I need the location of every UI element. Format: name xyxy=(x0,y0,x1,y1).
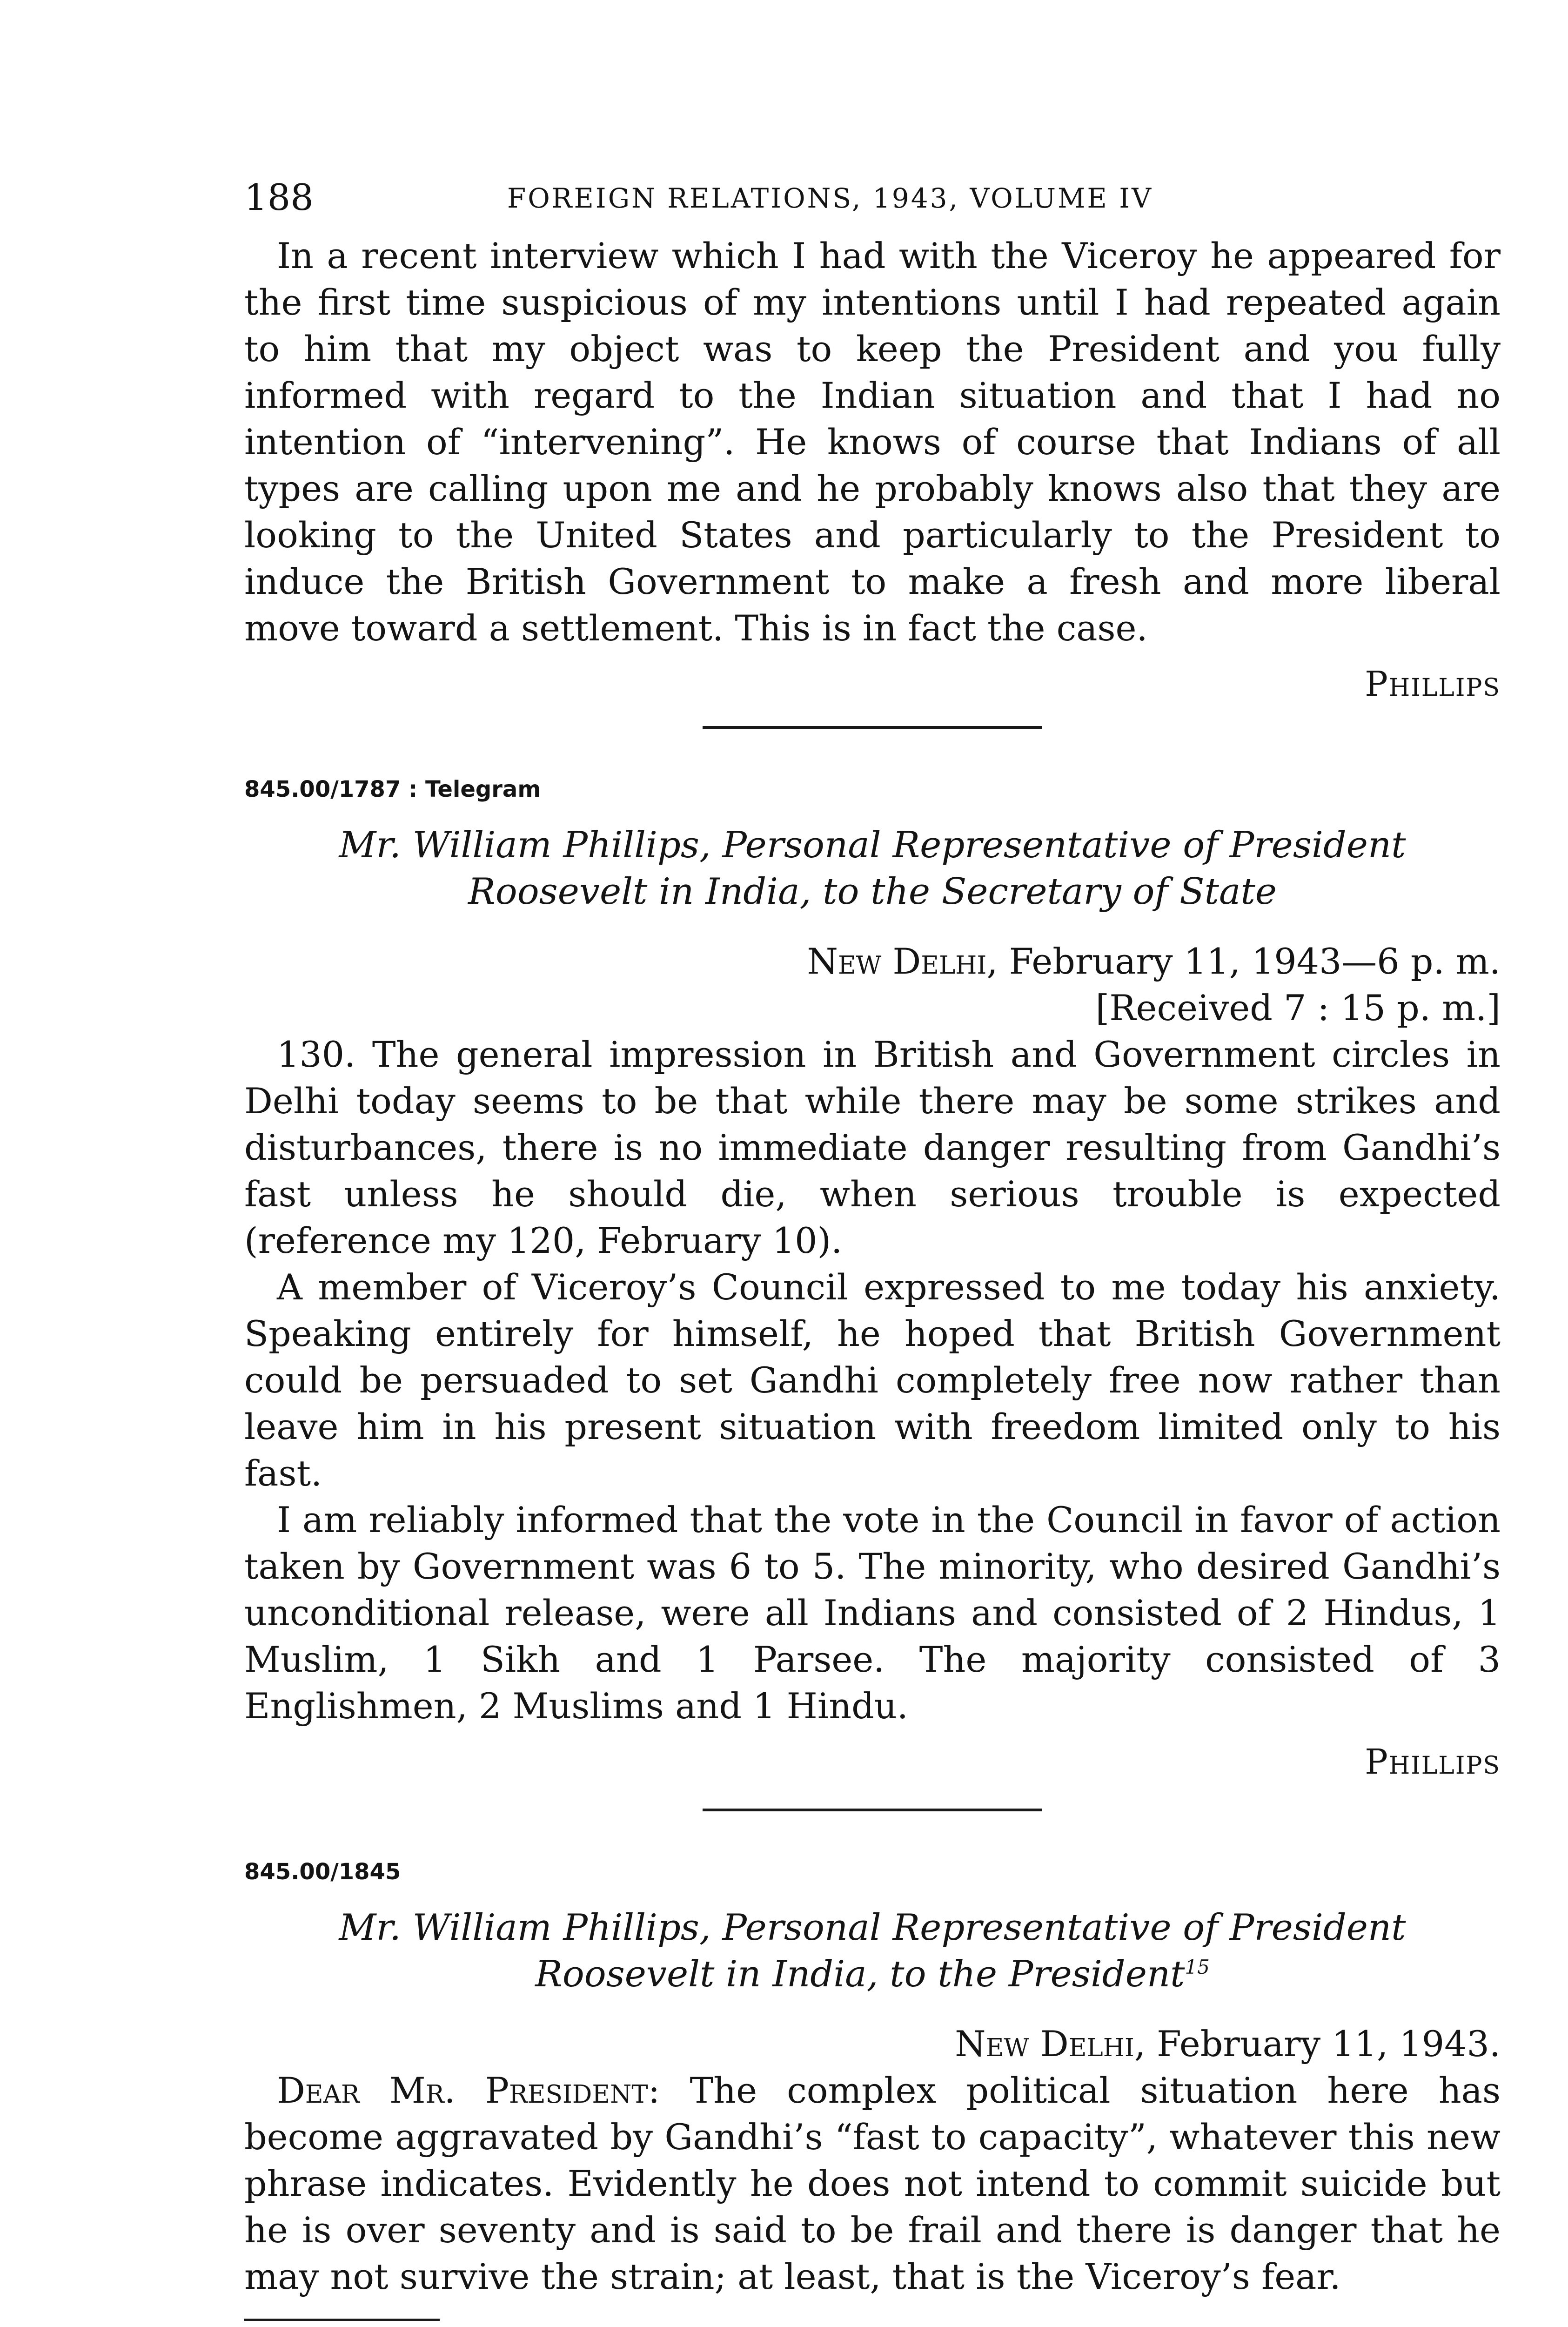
section-divider xyxy=(703,726,1042,729)
third-doc-salutation: Dear Mr. President xyxy=(277,2070,648,2111)
second-doc-signature: Phillips xyxy=(1365,1742,1501,1782)
second-doc-dateline-date: , February 11, 1943—6 p. m. xyxy=(986,941,1501,982)
document-page xyxy=(244,177,1501,2327)
third-doc-dateline-date: , February 11, 1943. xyxy=(1134,2023,1501,2065)
second-doc-dateline xyxy=(244,938,1501,985)
second-doc-paragraph-1: 130. The general impression in British and Government circles in Delhi today seems to be that while there may be some strikes and disturbances, there is no immediate danger resulting from Gandhi’s fast unless he should die, when serious trouble is expected (reference my 120, February 10). xyxy=(244,1034,1501,1261)
second-doc-received: [Received 7 : 15 p. m.] xyxy=(1095,987,1501,1029)
second-doc-paragraph-3: I am reliably informed that the vote in the Council in favor of action taken by Government was 6 to 5. The minority, who desired Gandhi’s unconditional release, were all Indians and consisted of 2 Hindus, 1 Muslim, 1 Sikh and 1 Parsee. The majority consisted of 3 Englishmen, 2 Muslims and 1 Hindu. xyxy=(244,1499,1501,1727)
second-doc-title: Mr. William Phillips, Personal Representative of President Roosevelt in India, to the Secretary of State xyxy=(339,824,1406,913)
first-doc-paragraph: In a recent interview which I had with the Viceroy he appeared for the first time suspicious of my intentions until I had repeated again to him that my object was to keep the President and you fully informed with regard to the Indian situation and that I had no intention of “intervening”. He knows of course that Indians of all types are calling upon me and he probably knows also that they are looking to the United States and particularly to the President to induce the British Government to make a fresh and more liberal move toward a settlement. This is in fact the case. xyxy=(244,235,1501,649)
third-doc-file-number: 845.00/1845 xyxy=(244,1859,401,1885)
third-doc-paragraph: : The complex political situation here has become aggravated by Gandhi’s “fast to capacity”, whatever this new phrase indicates. Evidently he does not intend to commit suicide but he is over seventy and is said to be frail and there is danger that he may not survive the strain; at least, that is the Viceroy’s fear. xyxy=(244,2070,1501,2297)
third-doc-title xyxy=(244,1904,1501,1997)
third-doc-dateline xyxy=(244,2021,1501,2067)
first-doc-signature: Phillips xyxy=(1365,664,1501,704)
section-divider xyxy=(703,1809,1042,1811)
second-doc-file-number: 845.00/1787 : Telegram xyxy=(244,776,541,802)
second-doc-dateline-place: New Delhi xyxy=(807,941,987,982)
third-doc-letter-body xyxy=(244,2067,1501,2300)
third-doc-title-text: Mr. William Phillips, Personal Representative of President Roosevelt in India, to the President xyxy=(339,1907,1406,1995)
footnote-reference: 15 xyxy=(1185,1956,1210,1978)
third-doc-dateline-place: New Delhi xyxy=(955,2023,1134,2065)
page-number: 188 xyxy=(244,177,314,219)
running-title: FOREIGN RELATIONS, 1943, VOLUME IV xyxy=(507,182,1153,214)
running-header xyxy=(244,177,1501,233)
second-doc-paragraph-2: A member of Viceroy’s Council expressed to me today his anxiety. Speaking entirely for himself, he hoped that British Government could be persuaded to set Gandhi completely free now rather than leave him in his present situation with freedom limited only to his fast. xyxy=(244,1266,1501,1494)
footnote-divider xyxy=(244,2319,440,2321)
